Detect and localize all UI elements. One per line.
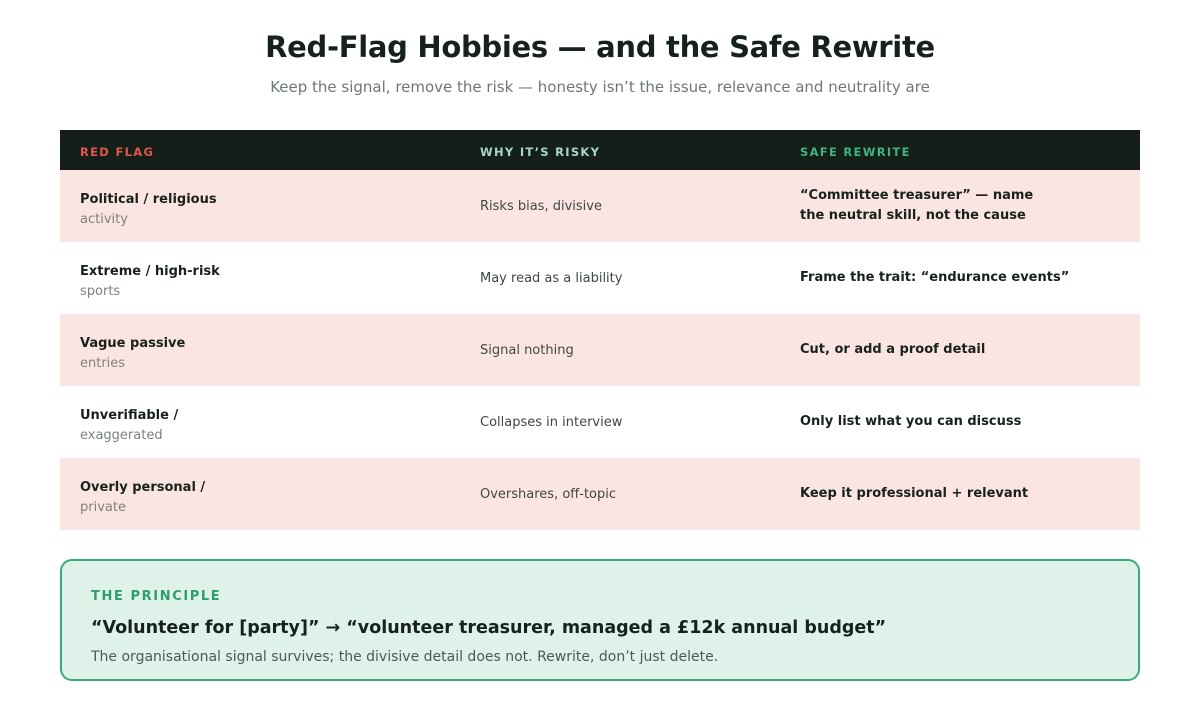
- safe-rewrite-cell: [800, 386, 1130, 458]
- why-risky-cell: Risks bias, divisive: [480, 198, 602, 214]
- principle-note: The organisational signal survives; the divisive detail does not. Rewrite, don’t just delete.: [91, 649, 719, 665]
- principle-label: THE PRINCIPLE: [91, 589, 222, 604]
- red-flag-sub: exaggerated: [80, 428, 163, 443]
- why-risky-cell: May read as a liability: [480, 270, 623, 286]
- red-flag-main: Vague passive: [80, 336, 186, 351]
- column-header-red-flag: RED FLAG: [80, 145, 155, 159]
- safe-rewrite-line: Only list what you can discuss: [800, 414, 1022, 429]
- red-flag-main: Extreme / high-risk: [80, 264, 220, 279]
- red-flag-table: [60, 130, 1140, 530]
- principle-callout: [60, 559, 1140, 681]
- safe-rewrite-line: the neutral skill, not the cause: [800, 208, 1026, 223]
- why-risky-cell: Collapses in interview: [480, 414, 623, 430]
- table-row: [60, 314, 1140, 386]
- safe-rewrite-line: Frame the trait: “endurance events”: [800, 270, 1070, 285]
- red-flag-cell: [80, 334, 440, 374]
- safe-rewrite-line: “Committee treasurer” — name: [800, 188, 1034, 203]
- safe-rewrite-cell: [800, 314, 1130, 386]
- why-risky-cell: Overshares, off-topic: [480, 486, 617, 502]
- safe-rewrite-line: Keep it professional + relevant: [800, 486, 1029, 501]
- table-row: [60, 170, 1140, 242]
- red-flag-main: Unverifiable /: [80, 408, 179, 423]
- page-title: Red-Flag Hobbies — and the Safe Rewrite: [265, 30, 935, 64]
- column-header-why-risky: WHY IT’S RISKY: [480, 145, 601, 159]
- table-row: [60, 242, 1140, 314]
- red-flag-cell: [80, 190, 440, 230]
- table-row: [60, 458, 1140, 530]
- red-flag-sub: entries: [80, 356, 126, 371]
- red-flag-main: Political / religious: [80, 192, 217, 207]
- safe-rewrite-cell: [800, 170, 1130, 242]
- red-flag-cell: [80, 406, 440, 446]
- red-flag-sub: private: [80, 500, 126, 515]
- red-flag-main: Overly personal /: [80, 480, 206, 495]
- column-header-safe-rewrite: SAFE REWRITE: [800, 145, 911, 159]
- safe-rewrite-cell: [800, 458, 1130, 530]
- red-flag-cell: [80, 478, 440, 518]
- red-flag-cell: [80, 262, 440, 302]
- table-header: [60, 130, 1140, 170]
- table-row: [60, 386, 1140, 458]
- page-subtitle: Keep the signal, remove the risk — honesty isn’t the issue, relevance and neutrality are: [270, 78, 930, 96]
- safe-rewrite-line: Cut, or add a proof detail: [800, 342, 986, 357]
- principle-quote: “Volunteer for [party]” → “volunteer treasurer, managed a £12k annual budget”: [91, 618, 887, 638]
- safe-rewrite-cell: [800, 242, 1130, 314]
- red-flag-sub: sports: [80, 284, 121, 299]
- why-risky-cell: Signal nothing: [480, 342, 574, 358]
- red-flag-sub: activity: [80, 212, 128, 227]
